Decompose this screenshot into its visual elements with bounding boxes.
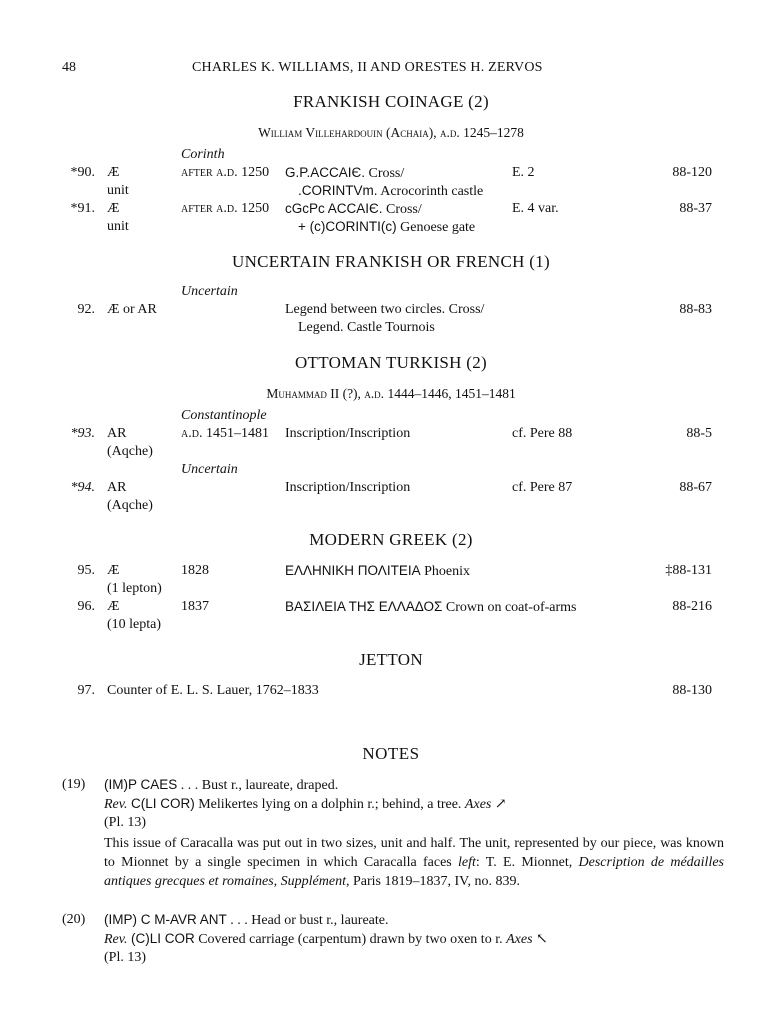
entry-description: Inscription/Inscription — [285, 426, 411, 441]
obverse-type: Cross/ — [364, 166, 405, 181]
mint-heading-corinth: Corinth — [181, 147, 225, 162]
section-title-jetton: JETTON — [359, 650, 423, 669]
paragraph-text: This issue of Caracalla was put out in two sizes, unit and half. The unit, represented by our piece, was known to Mionnet by a single specimen in which Caracalla faces — [104, 836, 724, 870]
entry-inventory: 88-5 — [686, 426, 712, 441]
entry-inventory: 88-67 — [679, 480, 712, 495]
reverse-type: Genoese gate — [396, 220, 476, 235]
section-title-uncertain: UNCERTAIN FRANKISH OR FRENCH (1) — [232, 252, 550, 271]
note-number: (19) — [62, 777, 86, 792]
reverse-description: Covered carriage (carpentum) drawn by two oxen to r. — [194, 932, 503, 947]
section-title-modern-greek: MODERN GREEK (2) — [309, 530, 473, 549]
reverse-legend: C(LI COR) — [130, 796, 195, 811]
arrow-northwest-icon — [536, 932, 548, 947]
ruler-line-villehardouin — [0, 125, 782, 141]
entry-denomination: (1 lepton) — [107, 581, 162, 596]
axes-label: Axes — [464, 797, 492, 812]
catalogue-entry-91 — [0, 201, 782, 237]
entry-description — [285, 563, 470, 580]
entry-reference: E. 2 — [512, 165, 535, 180]
entry-metal: AR — [107, 426, 127, 441]
ruler-dates: 1245–1278 — [463, 125, 524, 140]
entry-metal: Æ — [107, 599, 120, 614]
note-reverse — [104, 796, 507, 813]
axes-label: Axes — [506, 932, 533, 947]
entry-obverse — [285, 165, 404, 182]
plate-reference: (Pl. 13) — [104, 950, 146, 965]
entry-description: Inscription/Inscription — [285, 480, 411, 495]
obverse-legend: (IMP) C M-AVR ANT — [104, 912, 227, 927]
entry-number: *93. — [70, 426, 95, 441]
entry-obverse — [285, 201, 422, 218]
obverse-description: . . . Bust r., laureate, draped. — [177, 778, 339, 793]
entry-date: after a.d. 1250 — [181, 165, 270, 180]
note-obverse — [104, 777, 338, 794]
reverse-legend: + (c)CORINTI(c) — [298, 219, 397, 234]
entry-inventory: 88-130 — [672, 683, 712, 698]
entry-inventory: ‡88-131 — [665, 563, 712, 578]
notes-title: NOTES — [362, 744, 420, 763]
entry-inventory: 88-216 — [672, 599, 712, 614]
ruler-ad: a.d. — [440, 125, 460, 140]
entry-number: 92. — [77, 302, 95, 317]
rev-label: Rev. — [104, 932, 128, 947]
mint-heading-constantinople: Constantinople — [181, 408, 267, 423]
entry-number: 95. — [77, 563, 95, 578]
catalogue-entry-92 — [0, 302, 782, 338]
entry-inventory: 88-83 — [679, 302, 712, 317]
entry-number: 97. — [77, 683, 95, 698]
note-obverse — [104, 912, 388, 929]
arrow-northeast-icon — [495, 797, 507, 812]
greek-legend: ΒΑΣΙΛΕΙΑ ΤΗΣ ΕΛΛΑΔΟΣ — [285, 599, 443, 614]
catalogue-entry-90 — [0, 165, 782, 201]
ruler-region: (Achaia), — [386, 125, 437, 140]
entry-metal: Æ or AR — [107, 302, 157, 317]
paragraph-emphasis: left — [458, 855, 476, 870]
note-reverse — [104, 931, 548, 948]
entry-reverse — [298, 219, 475, 236]
catalogue-entry-97 — [0, 683, 782, 719]
entry-date: 1828 — [181, 563, 209, 578]
reverse-legend: (C)LI COR — [130, 931, 195, 946]
paragraph-book-title: Description de médailles antiques grecques et romaines, Supplément — [104, 855, 724, 889]
entry-reference: cf. Pere 88 — [512, 426, 573, 441]
page-number: 48 — [62, 60, 76, 75]
entry-reference: cf. Pere 87 — [512, 480, 573, 495]
catalogue-entry-94 — [0, 480, 782, 516]
section-title-frankish: FRANKISH COINAGE (2) — [293, 92, 489, 111]
entry-description: Counter of E. L. S. Lauer, 1762–1833 — [107, 683, 319, 698]
obverse-legend: cGcPc ACCAIЄ. — [285, 201, 383, 216]
note-paragraph — [104, 834, 724, 891]
ruler-name: Muhammad — [266, 386, 327, 401]
entry-number: *90. — [70, 165, 95, 180]
obverse-legend: G.P.ACCAIЄ. — [285, 165, 365, 180]
mint-heading-uncertain: Uncertain — [181, 284, 238, 299]
reverse-description: Melikertes lying on a dolphin r.; behind, a tree. — [194, 797, 462, 812]
entry-reference: E. 4 var. — [512, 201, 559, 216]
paragraph-text: : T. E. Mionnet, — [475, 855, 579, 870]
section-title-ottoman: OTTOMAN TURKISH (2) — [294, 353, 488, 372]
ruler-name: William Villehardouin — [258, 125, 383, 140]
entry-inventory: 88-120 — [672, 165, 712, 180]
entry-reverse — [298, 183, 483, 200]
plate-reference: (Pl. 13) — [104, 815, 146, 830]
ruler-qualifier: II (?), — [330, 386, 361, 401]
reverse-type: Acrocorinth castle — [377, 184, 484, 199]
entry-denomination: (10 lepta) — [107, 617, 162, 632]
entry-date: after a.d. 1250 — [181, 201, 270, 216]
entry-metal: Æ — [107, 563, 120, 578]
entry-metal: AR — [107, 480, 127, 495]
ruler-line-muhammad — [0, 386, 782, 402]
entry-denomination: (Aqche) — [107, 498, 153, 513]
catalogue-entry-96 — [0, 599, 782, 635]
entry-metal: Æ — [107, 165, 120, 180]
coin-type: Crown on coat-of-arms — [442, 600, 577, 615]
reverse-legend: .CORINTVm. — [298, 183, 378, 198]
rev-label: Rev. — [104, 797, 128, 812]
entry-number: *94. — [70, 480, 95, 495]
entry-number: *91. — [70, 201, 95, 216]
ruler-ad: a.d. — [364, 386, 385, 401]
entry-obverse: Legend between two circles. Cross/ — [285, 302, 485, 317]
entry-reverse: Legend. Castle Tournois — [298, 320, 435, 335]
catalogue-entry-93 — [0, 426, 782, 462]
note-number: (20) — [62, 912, 86, 927]
entry-number: 96. — [77, 599, 95, 614]
catalogue-entry-95 — [0, 563, 782, 599]
greek-legend: ΕΛΛΗΝΙΚΗ ΠΟΛΙΤΕΙΑ — [285, 563, 421, 578]
ruler-dates: 1444–1446, 1451–1481 — [387, 386, 516, 401]
entry-date: a.d. 1451–1481 — [181, 426, 269, 441]
paragraph-text: , Paris 1819–1837, IV, no. 839. — [345, 874, 520, 889]
entry-date: 1837 — [181, 599, 209, 614]
entry-inventory: 88-37 — [679, 201, 712, 216]
entry-denomination: unit — [107, 183, 129, 198]
obverse-type: Cross/ — [382, 202, 422, 217]
entry-description — [285, 599, 577, 616]
running-header — [0, 60, 782, 80]
entry-denomination: unit — [107, 219, 129, 234]
running-head-title: CHARLES K. WILLIAMS, II AND ORESTES H. ZERVOS — [192, 60, 543, 75]
entry-denomination: (Aqche) — [107, 444, 153, 459]
obverse-legend: (IM)P CAES — [104, 777, 178, 792]
obverse-description: . . . Head or bust r., laureate. — [226, 913, 389, 928]
entry-metal: Æ — [107, 201, 120, 216]
mint-heading-uncertain-ottoman: Uncertain — [181, 462, 238, 477]
coin-type: Phoenix — [420, 564, 470, 579]
